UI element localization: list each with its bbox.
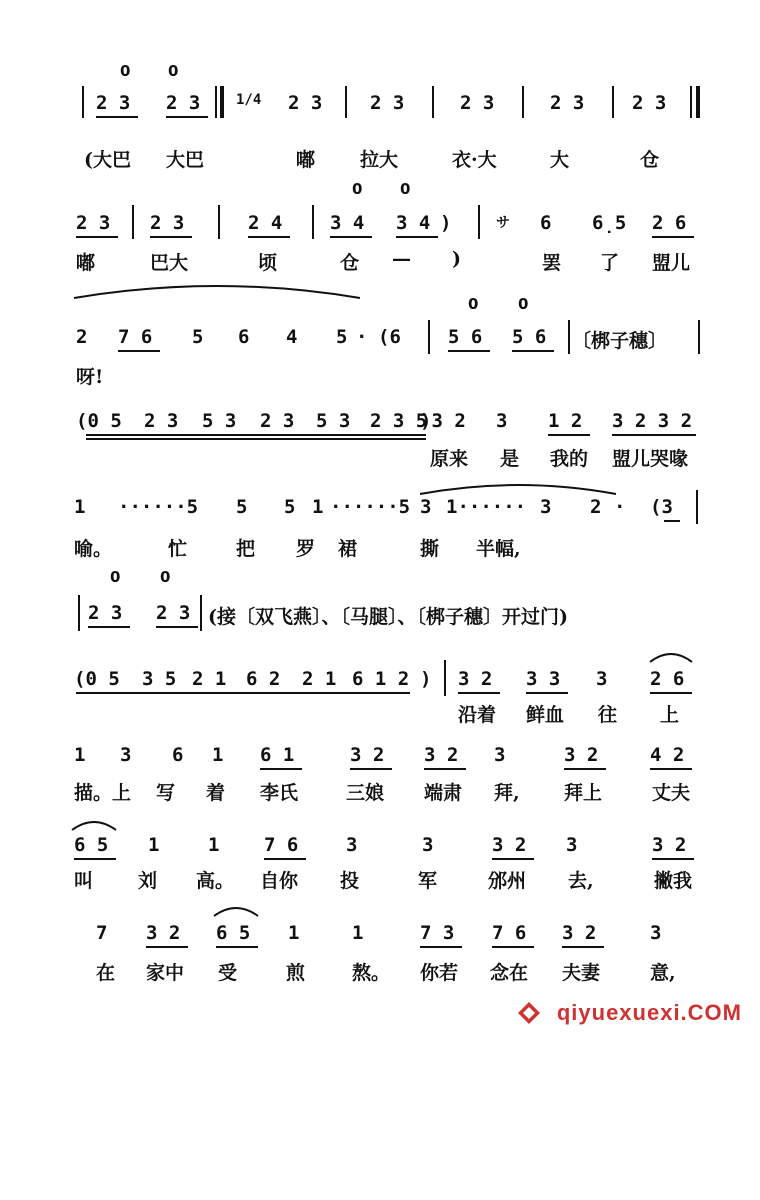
tie-zero-mark: 0 [468,295,479,313]
lyric: 喻。 [74,538,113,560]
lyric: 写 [156,782,176,804]
note: 3 3 [526,668,561,690]
lyric: 我的 [550,448,589,470]
note: 6 [238,326,250,348]
note: 2 3 [370,92,405,114]
note: 2 3 [550,92,585,114]
note: 3 [596,668,608,690]
note: 5 [284,496,296,518]
note: 2 3 [632,92,667,114]
lyric: 仓 [340,252,360,274]
slur [212,904,260,918]
lyric: 念在 [490,962,529,984]
tie-zero-mark: 0 [160,568,171,586]
note: 7 3 [420,922,455,944]
tie-zero-mark: 0 [400,180,411,198]
instruction-text: (接〔双飞燕〕、〔马腿〕、〔梆子穗〕开过门) [208,606,568,628]
note: 5 [236,496,248,518]
lyric: 刘 [138,870,158,892]
note: 3 2 [350,744,385,766]
note: 6 5 [74,834,109,856]
lyric: 李氏 [260,782,299,804]
lyric: 叫 [74,870,94,892]
lyric: 忙 [168,538,188,560]
lyric: 熬。 [352,962,391,984]
note: 3 4 [396,212,431,234]
site-logo-icon [516,1000,542,1026]
note: 1 [148,834,160,856]
lyric: 你若 [420,962,459,984]
note: 2 3 [288,92,323,114]
lyric: 沿着 [458,704,497,726]
note: 6 5 [216,922,251,944]
lyric: 拉大 [360,149,399,171]
lyric: 夫妻 [562,962,601,984]
lyric: 端肃 [424,782,463,804]
note: 2 1 [302,668,337,690]
note: · [356,326,368,348]
note: 2 3 [460,92,495,114]
note: 5 [336,326,348,348]
tune-label: 〔梆子穗〕 [572,330,668,352]
tie-zero-mark: 0 [352,180,363,198]
lyric: 丈夫 [652,782,691,804]
lyric: 受 [218,962,238,984]
note: 3 [346,834,358,856]
note: 3 [120,744,132,766]
lyric: 原来 [430,448,469,470]
note: 5 [192,326,204,348]
note: 3 2 [492,834,527,856]
note: 2 4 [248,212,283,234]
tie-zero-mark: 0 [168,62,179,80]
lyric: 是 [500,448,520,470]
lyric: 巴大 [150,252,189,274]
note: 3 2 [652,834,687,856]
note: 3 [420,496,432,518]
note: 3 2 [562,922,597,944]
note: 4 2 [650,744,685,766]
slur [648,650,694,664]
lyric: 罗 [296,538,316,560]
note: ······5 [118,496,199,518]
note: (0 5 [76,410,122,432]
note: 6 2 [246,668,281,690]
lyric: 撇我 [654,870,693,892]
lyric: 高。 [196,870,235,892]
lyric: 大巴 [166,149,205,171]
note: 6 [540,212,552,234]
note: 3 2 [458,668,493,690]
note: 1 2 [548,410,583,432]
note: 3 2 3 2 [612,410,693,432]
note: (6 [378,326,401,348]
lyric: 家中 [146,962,185,984]
note: ······5 [330,496,411,518]
lyric: 撕 [420,538,440,560]
lyric: — [392,248,411,270]
lyric: 裙 [338,538,358,560]
lyric: 嘟 [76,252,96,274]
lyric: 仓 [640,149,660,171]
note: 1 [312,496,324,518]
note: 3 [494,744,506,766]
note: 7 6 [264,834,299,856]
note: 2 3 [76,212,111,234]
lyric: 了 [600,252,620,274]
note: 6 1 [260,744,295,766]
note: 2 [590,496,602,518]
note: 3 4 [330,212,365,234]
note: 3 [566,834,578,856]
tie-zero-mark: 0 [518,295,529,313]
note: 1 [288,922,300,944]
tie-zero-mark: 0 [120,62,131,80]
note: 7 6 [492,922,527,944]
note: 3 2 [424,744,459,766]
note: 2 [76,326,88,348]
note: (0 5 [74,668,120,690]
note: 2 3 [166,92,201,114]
note: 1······ [446,496,527,518]
lyric: 意, [650,962,676,984]
slur [70,818,118,832]
lyric: 上 [660,704,680,726]
lyric: 衣·大 [452,149,497,171]
note: 1 [74,496,86,518]
note: (3 [650,496,673,518]
lyric: 煎 [286,962,306,984]
time-signature: 1/4 [236,92,262,108]
note: 3 2 [146,922,181,944]
note: 1 [208,834,220,856]
lyric: 大 [550,149,570,171]
lyric: 往 [598,704,618,726]
lyric: 在 [96,962,116,984]
note: )3 2 [420,410,466,432]
lyric: 描。上 [74,782,132,804]
note: 2 6 [650,668,685,690]
free-meter-mark: サ [496,215,510,231]
note: 1 [212,744,224,766]
note: 2 6 [652,212,687,234]
lyric: 着 [206,782,226,804]
note: 4 [286,326,298,348]
note: 3 [540,496,552,518]
note: 6 [172,744,184,766]
lyric: 盟儿 [652,252,691,274]
note: 2 3 [150,212,185,234]
note: 1 [74,744,86,766]
note: 2 3 [260,410,295,432]
lyric: 拜上 [564,782,603,804]
note: 7 6 [118,326,153,348]
lyric: 三娘 [346,782,385,804]
note: 7 [96,922,108,944]
note: 2 3 [144,410,179,432]
note: ) [420,668,432,690]
note: 3 [496,410,508,432]
note: 5 6 [512,326,547,348]
lyric: 盟儿哭喙 [612,448,689,470]
note: 2 3 [156,602,191,624]
note: 5 6 [448,326,483,348]
note: 2 3 5 [370,410,428,432]
lyric: 自你 [260,870,299,892]
note: 1 [352,922,364,944]
note: 3 [650,922,662,944]
lyric: 把 [236,538,256,560]
watermark-text: qiyuexuexi.COM [556,1000,742,1025]
note: 3 5 [142,668,177,690]
note: 2 3 [96,92,131,114]
slur [418,480,618,496]
note: 6̣5 [592,212,627,234]
lyric: 嘟 [296,149,316,171]
note: 5 3 [316,410,351,432]
slur [72,280,362,300]
lyric: 顷 [258,252,278,274]
note: · [614,496,626,518]
lyric: 罢 [542,252,562,274]
note: ) [440,212,452,234]
lyric: 鲜血 [526,704,565,726]
note: 2 1 [192,668,227,690]
lyric: ) [452,248,461,270]
note: 3 2 [564,744,599,766]
lyric: 呀! [76,366,104,388]
note: 2 3 [88,602,123,624]
tie-zero-mark: 0 [110,568,121,586]
lyric: 邠州 [488,870,527,892]
lyric: 拜, [494,782,520,804]
lyric: 军 [418,870,438,892]
note: 5 3 [202,410,237,432]
lyric: 去, [568,870,594,892]
lyric: 投 [340,870,360,892]
note: 3 [422,834,434,856]
lyric: 半幅, [476,538,521,560]
lyric: (大巴 [84,149,131,171]
note: 6 1 2 [352,668,410,690]
